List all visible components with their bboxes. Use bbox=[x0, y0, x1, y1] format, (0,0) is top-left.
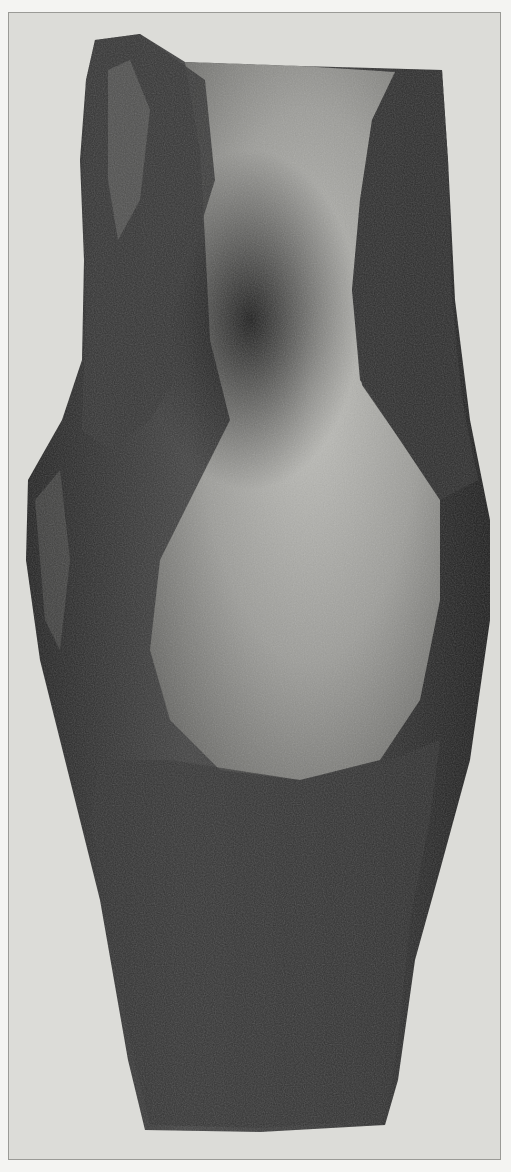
surface-grain bbox=[26, 34, 490, 1132]
